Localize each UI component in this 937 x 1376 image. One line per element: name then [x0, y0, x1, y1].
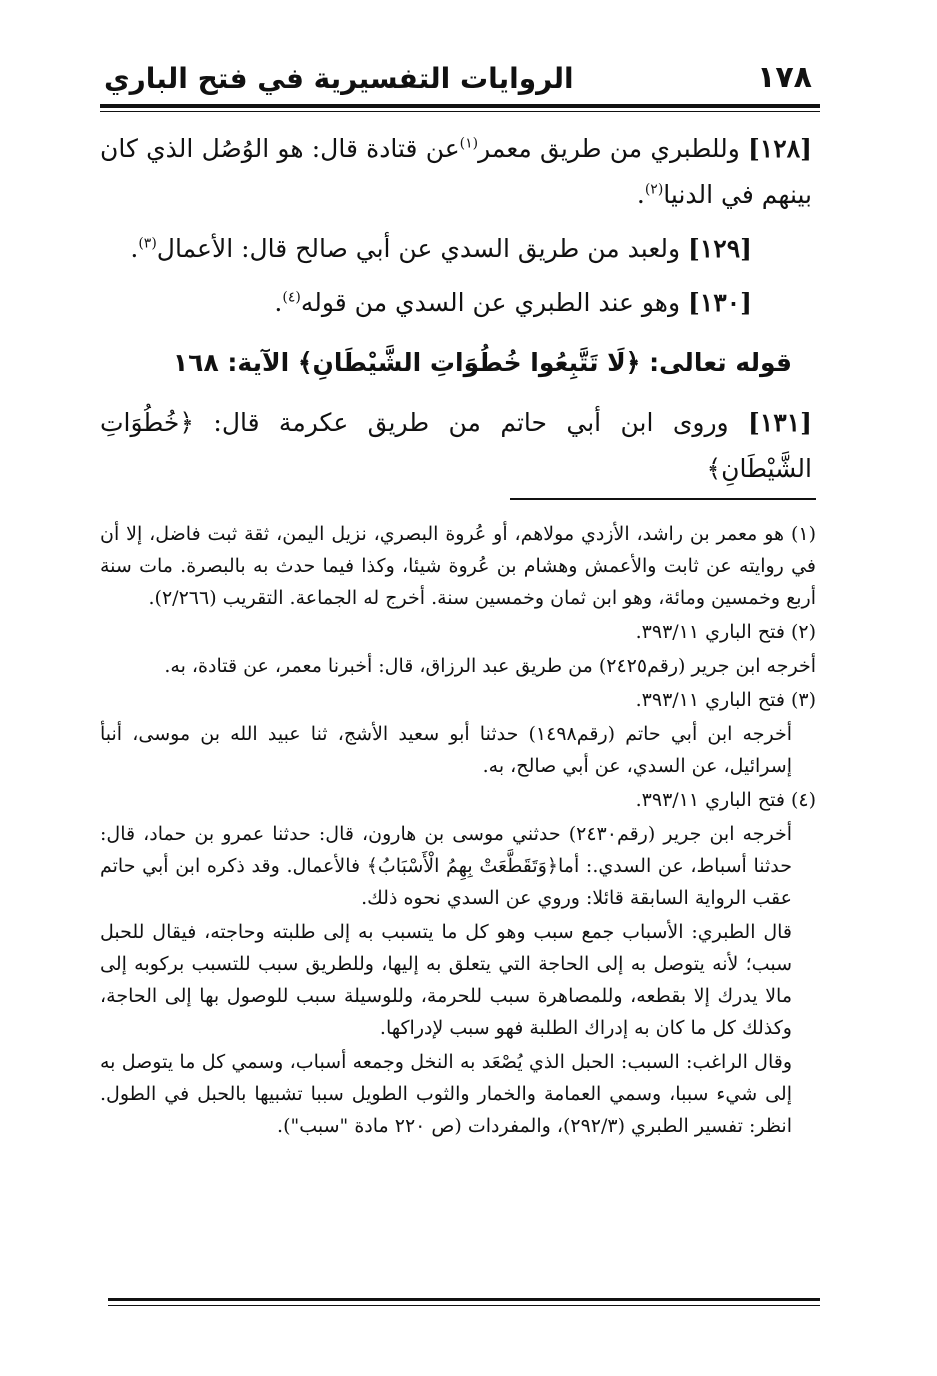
- footnote-2: (٢) فتح الباري ٣٩٣/١١.: [635, 621, 816, 643]
- narration-130: [100, 280, 812, 326]
- narration-129: [100, 226, 812, 272]
- footer-rule-thin: [108, 1305, 820, 1306]
- narration-text: عن قتادة قال: هو الوُصُل الذي كان بينهم في الدنيا: [100, 134, 812, 209]
- footnote-tabari: قال الطبري: الأسباب جمع سبب وهو كل ما يتسبب به إلى طلبته وحاجته، فيقال للحبل سبب؛ لأنه يتوصل به إلى الحاجة التي يتعلق به إليها، وللطريق سبب للتسبب بركوبه إلى مالا يدرك إلا بقطعه، وللمصاهرة سبب للحرمة، وللوسيلة سبب للوصول بها إلى الحاجة، وكذلك كل ما كان به إدراك الطلبة فهو سبب لإدراكها.: [100, 921, 792, 1039]
- footnote-4: (٤) فتح الباري ٣٩٣/١١.: [635, 789, 816, 811]
- footnote-ref: (٣): [138, 235, 157, 252]
- running-head: [100, 58, 820, 102]
- footnote-separator: [510, 498, 816, 500]
- page-number: ١٧٨: [757, 60, 812, 95]
- narration-131: [100, 400, 812, 492]
- narration-text: وروى ابن أبي حاتم من طريق عكرمة قال: ﴿خُطُوَاتِ الشَّيْطَانِ﴾: [100, 408, 812, 483]
- footnote-raghib: وقال الراغب: السبب: الحبل الذي يُصْعَد به النخل وجمعه أسباب، وسمي كل ما يتوصل به إلى شيء سببا، وسمي العمامة والخمار والثوب الطويل سببا تشبيها بالحبل في الطول. انظر: تفسير الطبري (٢٩٢/٣)، والمفردات (ص ٢٢٠ مادة "سبب").: [100, 1051, 792, 1137]
- footer-rule-thick: [108, 1298, 820, 1301]
- footnote-1: (١) هو معمر بن راشد، الأزدي مولاهم، أو عُروة البصري، نزيل اليمن، ثقة ثبت فاضل، إلا أن في روايته عن ثابت والأعمش وهشام بن عُروة شيئا، وكذا فيما حدث به بالبصرة. مات سنة أربع وخمسين ومائة، وهو ابن ثمان وخمسين سنة. أخرج له الجماعة. التقريب (٢/٢٦٦).: [100, 523, 816, 609]
- footnote-ref: (١): [459, 135, 479, 152]
- main-text: [100, 126, 812, 500]
- narration-128: [100, 126, 812, 218]
- narration-text: ولعبد من طريق السدي عن أبي صالح قال: الأعمال: [156, 234, 689, 263]
- narration-text: وهو عند الطبري عن السدي من قوله: [300, 288, 689, 317]
- footnote-4-detail: أخرجه ابن جرير (رقم٢٤٣٠) حدثني موسى بن هارون، قال: حدثنا عمرو بن حماد، قال: حدثنا أسباط، عن السدي.: أما﴿وَتَقَطَّعَتْ بِهِمُ الْأَسْبَابُ﴾ فالأعمال. وقد ذكره ابن أبي حاتم عقب الرواية السابقة قائلا: وروي عن السدي نحوه ذلك.: [100, 823, 792, 909]
- verse-heading: قوله تعالى: ﴿لَا تَتَّبِعُوا خُطُوَاتِ الشَّيْطَانِ﴾ الآية: ١٦٨: [172, 348, 792, 377]
- footnote-ref: (٤): [282, 289, 301, 306]
- narration-end: .: [636, 180, 645, 209]
- narration-number: [١٣٠]: [688, 288, 752, 317]
- header-rule-thick: [100, 104, 820, 108]
- narration-number: [١٢٨]: [748, 134, 812, 163]
- narration-number: [١٢٩]: [688, 234, 752, 263]
- narration-end: .: [130, 234, 139, 263]
- narration-number: [١٣١]: [748, 408, 812, 437]
- footnotes: [100, 518, 816, 1144]
- narration-text: وللطبري من طريق معمر: [478, 134, 749, 163]
- book-title: الروايات التفسيرية في فتح الباري: [104, 62, 574, 95]
- header-rule-thin: [100, 111, 820, 112]
- footnote-ref: (٢): [644, 181, 664, 198]
- footnote-2-detail: أخرجه ابن جرير (رقم٢٤٢٥) من طريق عبد الرزاق، قال: أخبرنا معمر، عن قتادة، به.: [164, 655, 816, 677]
- footnote-3-detail: أخرجه ابن أبي حاتم (رقم١٤٩٨) حدثنا أبو سعيد الأشج، ثنا عبيد الله بن موسى، أنبأ إسرائيل، عن السدي، عن أبي صالح، به.: [100, 723, 792, 777]
- footnote-3: (٣) فتح الباري ٣٩٣/١١.: [635, 689, 816, 711]
- narration-end: .: [274, 288, 283, 317]
